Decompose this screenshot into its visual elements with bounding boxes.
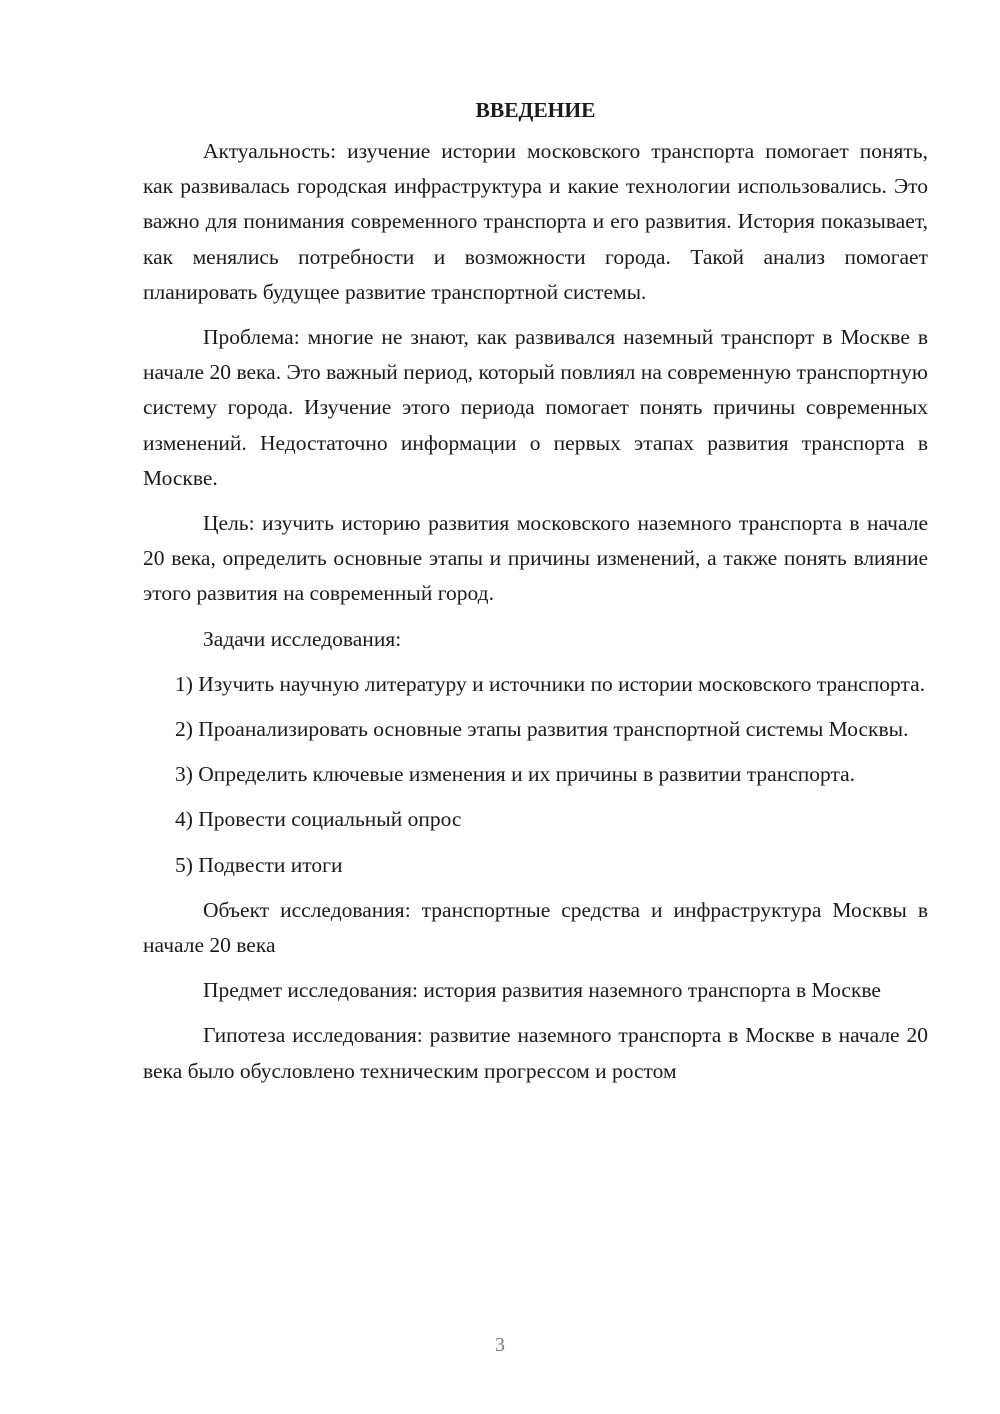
task-item-4: 4) Провести социальный опрос [175, 807, 462, 832]
paragraph-object: Объект исследования: транспортные средства и инфраструктура Москвы в начале 20 века [143, 897, 928, 958]
paragraph-tasks-heading: Задачи исследования: [203, 626, 402, 651]
document-page [143, 92, 928, 1099]
paragraph-subject: Предмет исследования: история развития наземного транспорта в Москве [203, 978, 881, 1003]
paragraph-hypothesis: Гипотеза исследования: развитие наземного транспорта в Москве в начале 20 века было обусловлено техническим прогрессом и ростом [143, 1023, 928, 1083]
task-item-2: 2) Проанализировать основные этапы развития транспортной системы Москвы. [175, 717, 909, 742]
task-item-5: 5) Подвести итоги [175, 852, 343, 877]
task-item-3: 3) Определить ключевые изменения и их причины в развитии транспорта. [175, 762, 856, 787]
paragraph-goal: Цель: изучить историю развития московского наземного транспорта в начале 20 века, определить основные этапы и причины изменений, а также понять влияние этого развития на современный город. [143, 511, 928, 606]
page-number: 3 [495, 1334, 505, 1356]
paragraph-relevance: Актуальность: изучение истории московского транспорта помогает понять, как развивалась городская инфраструктура и какие технологии использовались. Это важно для понимания современного транспорта и его развития. История показывает, как менялись потребности и возможности города. Такой анализ помогает планировать будущее развитие транспортной системы. [143, 139, 928, 304]
section-title: ВВЕДЕНИЕ [475, 98, 596, 122]
paragraph-problem: Проблема: многие не знают, как развивался наземный транспорт в Москве в начале 20 века. Это важный период, который повлиял на современную транспортную систему города. Изучение этого периода помогает понять причины современных изменений. Недостаточно информации о первых этапах развития транспорта в Москве. [143, 325, 928, 490]
task-item-1: 1) Изучить научную литературу и источники по истории московского транспорта. [175, 671, 926, 696]
